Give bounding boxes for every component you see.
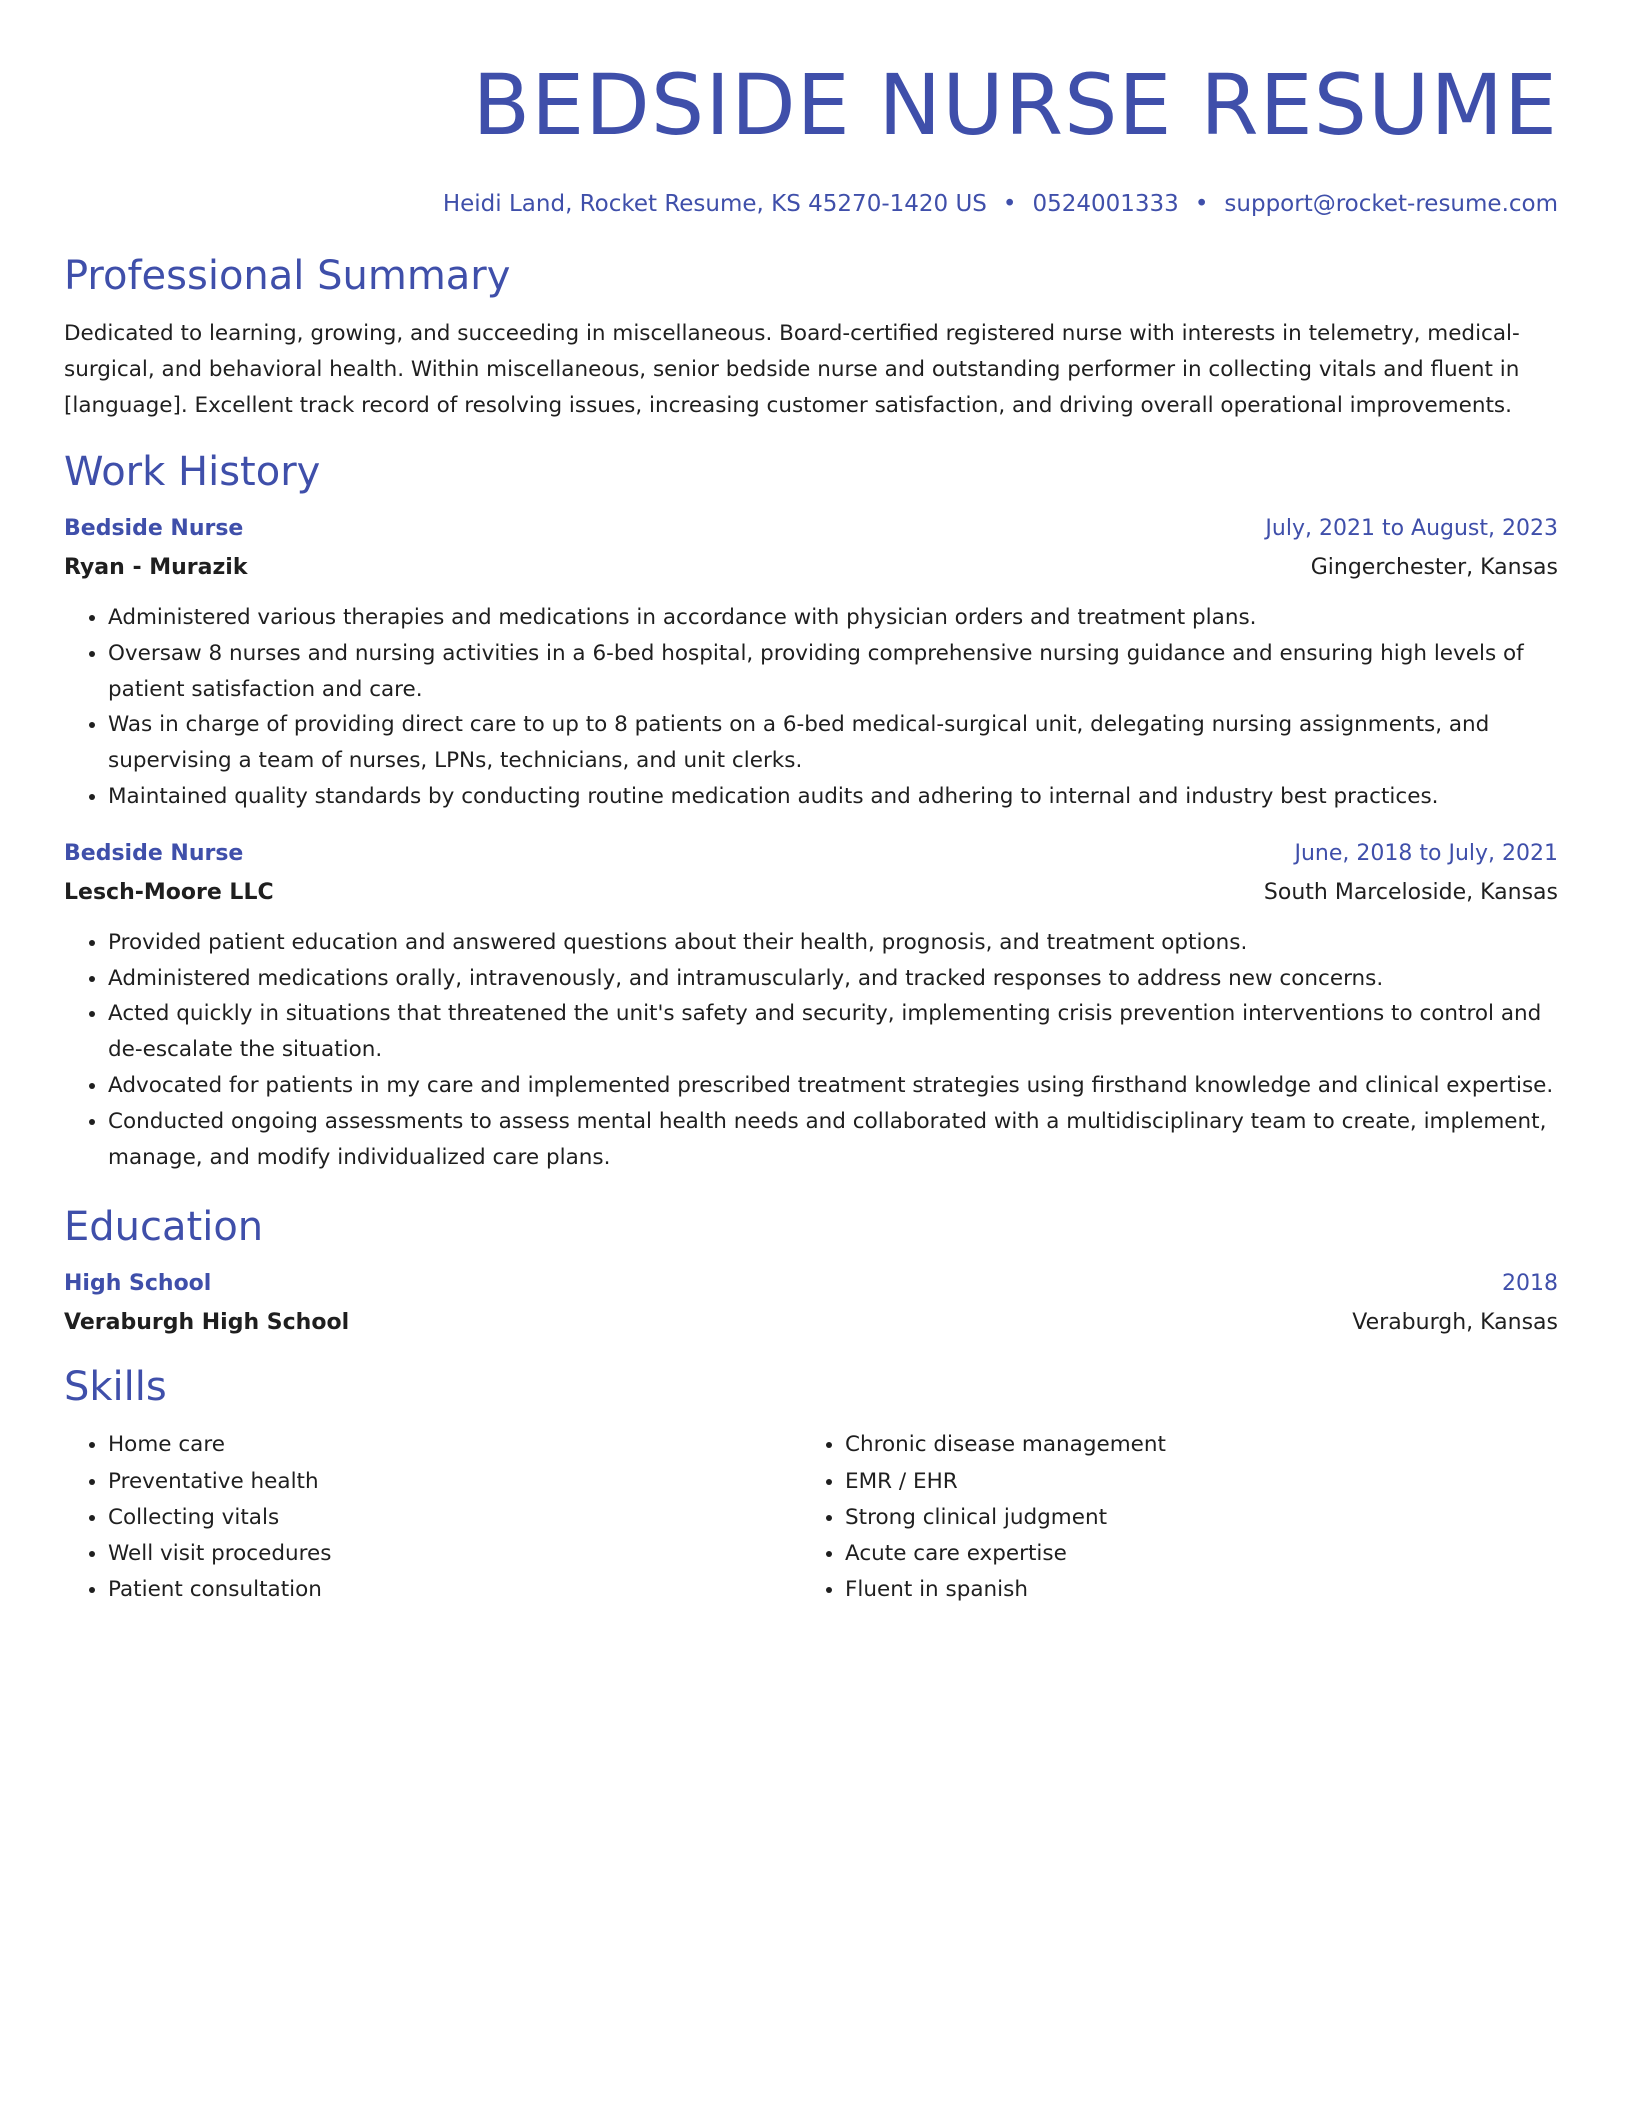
skill-item: • Strong clinical judgment bbox=[845, 1500, 1538, 1536]
skill-item: • Preventative health bbox=[108, 1464, 801, 1500]
job-bullet: • Administered various therapies and medications in accordance with physician orders and treatment plans. bbox=[108, 600, 1558, 636]
job-bullet: • Advocated for patients in my care and implemented prescribed treatment strategies using firsthand knowledge and clinical expertise. bbox=[108, 1068, 1558, 1104]
separator-dot: • bbox=[1002, 191, 1017, 217]
skill-item: • Fluent in spanish bbox=[845, 1572, 1538, 1608]
summary-section bbox=[64, 250, 1558, 424]
work-history-section bbox=[64, 446, 1558, 1175]
skill-item: • Collecting vitals bbox=[108, 1500, 801, 1536]
contact-address: Heidi Land, Rocket Resume, KS 45270-1420 US bbox=[442, 191, 987, 217]
job-bullet: • Administered medications orally, intravenously, and intramuscularly, and tracked responses to address new concerns. bbox=[108, 961, 1558, 997]
resume-title: BEDSIDE NURSE RESUME bbox=[472, 56, 1558, 154]
school-location: Veraburgh, Kansas bbox=[1352, 1310, 1558, 1336]
job-bullet: • Was in charge of providing direct care to up to 8 patients on a 6-bed medical-surgical unit, delegating nursing assignments, and supervising a team of nurses, LPNs, technicians, and unit clerks. bbox=[108, 707, 1558, 779]
summary-text: Dedicated to learning, growing, and succeeding in miscellaneous. Board-certified registered nurse with interests in telemetry, medical-surgical, and behavioral health. Within miscellaneous, senior bedside nurse and outstanding performer in collecting vitals and fluent in [language]. Excellent track record of resolving issues, increasing customer satisfaction, and driving overall operational improvements. bbox=[64, 321, 1520, 418]
employer-name: Ryan - Murazik bbox=[64, 555, 248, 580]
job-bullet: • Acted quickly in situations that threatened the unit's safety and security, implementing crisis prevention interventions to control and de-escalate the situation. bbox=[108, 996, 1558, 1068]
contact-phone: 0524001333 bbox=[1032, 191, 1179, 217]
skill-item: • Patient consultation bbox=[108, 1572, 801, 1608]
contact-email[interactable]: support@rocket-resume.com bbox=[1224, 191, 1558, 217]
contact-line bbox=[64, 188, 1558, 220]
section-heading-education: Education bbox=[64, 1204, 264, 1251]
skill-item: • Home care bbox=[108, 1427, 801, 1463]
job-entry bbox=[64, 510, 1558, 815]
job-location: South Marceloside, Kansas bbox=[1263, 879, 1558, 905]
section-heading-summary: Professional Summary bbox=[64, 253, 511, 299]
job-location: Gingerchester, Kansas bbox=[1310, 555, 1558, 580]
resume-page bbox=[64, 50, 1558, 1608]
skills-columns bbox=[64, 1427, 1558, 1608]
skill-item: • EMR / EHR bbox=[845, 1464, 1538, 1500]
job-entry bbox=[64, 835, 1558, 1176]
job-dates: June, 2018 to July, 2021 bbox=[1294, 840, 1558, 866]
job-bullet: • Conducted ongoing assessments to assess mental health needs and collaborated with a multidisciplinary team to create, implement, manage, and modify individualized care plans. bbox=[108, 1104, 1558, 1176]
job-bullet: • Oversaw 8 nurses and nursing activities in a 6-bed hospital, providing comprehensive nursing guidance and ensuring high levels of patient satisfaction and care. bbox=[108, 636, 1558, 708]
separator-dot: • bbox=[1194, 191, 1209, 217]
section-heading-work: Work History bbox=[64, 449, 321, 495]
section-heading-skills: Skills bbox=[64, 1364, 167, 1411]
education-section bbox=[64, 1201, 1558, 1343]
job-bullets bbox=[64, 925, 1558, 1176]
skills-section bbox=[64, 1361, 1558, 1608]
job-bullets bbox=[64, 600, 1558, 815]
skills-list-right bbox=[801, 1427, 1538, 1608]
employer-name: Lesch-Moore LLC bbox=[64, 879, 274, 905]
job-bullet: • Maintained quality standards by conducting routine medication audits and adhering to internal and industry best practices. bbox=[108, 779, 1558, 815]
skills-list-left bbox=[64, 1427, 801, 1608]
job-title: Bedside Nurse bbox=[64, 516, 244, 541]
job-dates: July, 2021 to August, 2023 bbox=[1265, 516, 1558, 541]
skill-item: • Chronic disease management bbox=[845, 1427, 1538, 1463]
job-title: Bedside Nurse bbox=[64, 840, 244, 866]
degree-name: High School bbox=[64, 1271, 212, 1297]
school-name: Veraburgh High School bbox=[64, 1310, 350, 1336]
graduation-year: 2018 bbox=[1502, 1271, 1558, 1297]
skill-item: • Acute care expertise bbox=[845, 1536, 1538, 1572]
job-bullet: • Provided patient education and answered questions about their health, prognosis, and treatment options. bbox=[108, 925, 1558, 961]
skill-item: • Well visit procedures bbox=[108, 1536, 801, 1572]
